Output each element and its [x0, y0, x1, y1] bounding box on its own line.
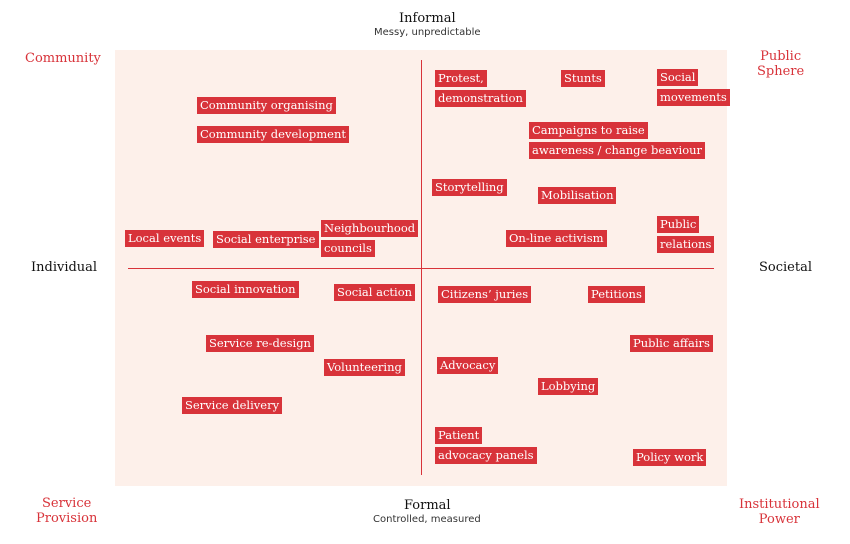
- label-line: Volunteering: [324, 359, 405, 376]
- label-line: Social innovation: [192, 281, 299, 298]
- label-line: Mobilisation: [538, 187, 616, 204]
- label-line: Advocacy: [437, 357, 498, 374]
- label-online-activism: [506, 230, 607, 250]
- label-community-development: [197, 126, 349, 146]
- label-campaigns: [529, 122, 705, 162]
- label-service-redesign: [206, 335, 314, 355]
- corner-top-right: [757, 49, 804, 79]
- label-neighbourhood-councils: [321, 220, 418, 260]
- label-line: Petitions: [588, 286, 645, 303]
- corner-top-left-line: Community: [25, 51, 101, 66]
- label-line: Lobbying: [538, 378, 598, 395]
- label-line: Social enterprise: [213, 231, 319, 248]
- corner-bottom-right: [739, 497, 820, 527]
- label-line: movements: [657, 89, 730, 106]
- label-line: Service re-design: [206, 335, 314, 352]
- corner-bottom-right-line-2: Power: [758, 512, 800, 527]
- label-patient-advocacy-panels: [435, 427, 537, 467]
- label-community-organising: [197, 97, 336, 117]
- axis-bottom-subtitle: Controlled, measured: [373, 514, 481, 525]
- label-lobbying: [538, 378, 598, 398]
- label-line: Social action: [334, 284, 415, 301]
- label-line: Citizens’ juries: [438, 286, 531, 303]
- corner-top-right-line-2: Sphere: [757, 64, 805, 79]
- label-petitions: [588, 286, 645, 306]
- axis-right-title: Societal: [759, 260, 812, 275]
- label-line: Community organising: [197, 97, 336, 114]
- axis-top-subtitle: Messy, unpredictable: [374, 27, 481, 38]
- label-line: Neighbourhood: [321, 220, 418, 237]
- horizontal-axis-line: [128, 268, 714, 269]
- label-line: Patient: [435, 427, 482, 444]
- corner-bottom-left-line-1: Service: [42, 496, 92, 511]
- label-storytelling: [432, 179, 507, 199]
- label-line: Protest,: [435, 70, 487, 87]
- label-line: Public affairs: [630, 335, 713, 352]
- axis-top-title: Informal: [399, 11, 456, 26]
- corner-bottom-left: [36, 496, 97, 526]
- corner-top-right-line-1: Public: [760, 49, 802, 64]
- label-line: relations: [657, 236, 714, 253]
- label-line: councils: [321, 240, 375, 257]
- label-social-movements: [657, 69, 730, 109]
- label-line: demonstration: [435, 90, 526, 107]
- label-public-affairs: [630, 335, 713, 355]
- corner-top-left: [25, 51, 101, 66]
- label-social-action: [334, 284, 415, 304]
- label-line: advocacy panels: [435, 447, 537, 464]
- label-line: Public: [657, 216, 699, 233]
- label-public-relations: [657, 216, 714, 256]
- label-line: Campaigns to raise: [529, 122, 648, 139]
- label-line: Community development: [197, 126, 349, 143]
- label-line: On-line activism: [506, 230, 607, 247]
- label-social-innovation: [192, 281, 299, 301]
- label-policy-work: [633, 449, 706, 469]
- label-service-delivery: [182, 397, 282, 417]
- axis-bottom-title: Formal: [404, 498, 451, 513]
- label-line: Stunts: [561, 70, 605, 87]
- label-volunteering: [324, 359, 405, 379]
- label-citizens-juries: [438, 286, 531, 306]
- corner-bottom-right-line-1: Institutional: [739, 497, 820, 512]
- label-line: Policy work: [633, 449, 706, 466]
- axis-left-title: Individual: [31, 260, 98, 275]
- label-protest: [435, 70, 526, 110]
- label-local-events: [125, 230, 204, 250]
- label-mobilisation: [538, 187, 616, 207]
- label-social-enterprise: [213, 231, 319, 251]
- label-line: Storytelling: [432, 179, 507, 196]
- corner-bottom-left-line-2: Provision: [36, 511, 98, 526]
- label-line: Social: [657, 69, 698, 86]
- label-line: Local events: [125, 230, 204, 247]
- label-advocacy: [437, 357, 498, 377]
- label-stunts: [561, 70, 605, 90]
- label-line: awareness / change beaviour: [529, 142, 705, 159]
- label-line: Service delivery: [182, 397, 282, 414]
